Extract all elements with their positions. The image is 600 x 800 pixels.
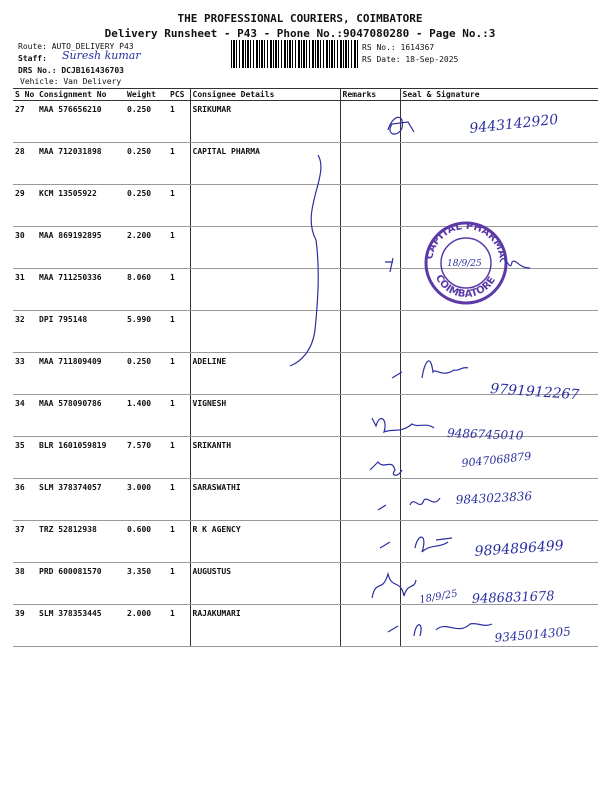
row-sno: 35 bbox=[13, 437, 37, 479]
row-pcs: 1 bbox=[168, 563, 190, 605]
row-consignment-no: SLM 378353445 bbox=[37, 605, 125, 647]
row-sno: 27 bbox=[13, 101, 37, 143]
row-pcs: 1 bbox=[168, 101, 190, 143]
row-weight: 5.990 bbox=[125, 311, 168, 353]
row-consignee: CAPITAL PHARMA bbox=[190, 143, 340, 185]
row-consignee: R K AGENCY bbox=[190, 521, 340, 563]
table-row bbox=[13, 269, 598, 311]
col-header-consignee: Consignee Details bbox=[190, 89, 340, 101]
row-sno: 39 bbox=[13, 605, 37, 647]
row-weight: 2.200 bbox=[125, 227, 168, 269]
table-row bbox=[13, 521, 598, 563]
row-remarks bbox=[340, 521, 400, 563]
row-consignee: RAJAKUMARI bbox=[190, 605, 340, 647]
row-remarks bbox=[340, 353, 400, 395]
row-weight: 0.600 bbox=[125, 521, 168, 563]
row-pcs: 1 bbox=[168, 269, 190, 311]
row-consignee: ADELINE bbox=[190, 353, 340, 395]
stamp-date: 18/9/25 bbox=[447, 259, 482, 269]
row-pcs: 1 bbox=[168, 437, 190, 479]
row-pcs: 1 bbox=[168, 605, 190, 647]
phone-38: 9486831678 bbox=[471, 589, 555, 607]
row-remarks bbox=[340, 311, 400, 353]
phone-39: 9345014305 bbox=[494, 624, 572, 645]
table-header-row bbox=[13, 89, 598, 101]
row-weight: 3.000 bbox=[125, 479, 168, 521]
phone-34: 9486745010 bbox=[446, 426, 524, 443]
row-remarks bbox=[340, 101, 400, 143]
table-row bbox=[13, 353, 598, 395]
row-signature bbox=[400, 101, 598, 143]
row-signature bbox=[400, 269, 598, 311]
company-title: THE PROFESSIONAL COURIERS, COIMBATORE bbox=[177, 12, 423, 25]
row-pcs: 1 bbox=[168, 227, 190, 269]
table-row bbox=[13, 185, 598, 227]
row-weight: 0.250 bbox=[125, 185, 168, 227]
vehicle-text: Vehicle: Van Delivery bbox=[20, 77, 122, 86]
col-header-sno: S No bbox=[13, 89, 37, 101]
route-text: Route: AUTO_DELIVERY P43 bbox=[18, 42, 134, 51]
row-signature bbox=[400, 227, 598, 269]
row-consignee: SRIKANTH bbox=[190, 437, 340, 479]
rs-number: RS No.: 1614367 bbox=[362, 43, 435, 52]
row-consignment-no: KCM 13505922 bbox=[37, 185, 125, 227]
row-consignment-no: MAA 711809409 bbox=[37, 353, 125, 395]
row-consignment-no: DPI 795148 bbox=[37, 311, 125, 353]
row-weight: 1.400 bbox=[125, 395, 168, 437]
row-sno: 28 bbox=[13, 143, 37, 185]
row-weight: 3.350 bbox=[125, 563, 168, 605]
row-consignee bbox=[190, 311, 340, 353]
col-header-signature: Seal & Signature bbox=[400, 89, 598, 101]
delivery-table bbox=[13, 88, 598, 647]
staff-label: Staff: bbox=[18, 54, 47, 63]
row-signature bbox=[400, 479, 598, 521]
row-consignment-no: MAA 869192895 bbox=[37, 227, 125, 269]
drs-number: DRS No.: DCJB161436703 bbox=[18, 66, 124, 75]
phone-33: 9791912267 bbox=[489, 381, 580, 404]
col-header-consignment: Consignment No bbox=[37, 89, 125, 101]
row-signature bbox=[400, 311, 598, 353]
phone-37: 9894896499 bbox=[474, 537, 565, 560]
row-signature bbox=[400, 395, 598, 437]
row-consignee: SRIKUMAR bbox=[190, 101, 340, 143]
row-consignment-no: SLM 378374057 bbox=[37, 479, 125, 521]
runsheet-subtitle: Delivery Runsheet - P43 - Phone No.:9047080280 - Page No.:3 bbox=[104, 27, 496, 40]
row-remarks bbox=[340, 227, 400, 269]
row-weight: 0.250 bbox=[125, 143, 168, 185]
row-consignment-no: MAA 578090786 bbox=[37, 395, 125, 437]
phone-35: 9047068879 bbox=[460, 449, 532, 470]
row-pcs: 1 bbox=[168, 185, 190, 227]
row-remarks bbox=[340, 437, 400, 479]
staff-signature: Suresh kumar bbox=[62, 49, 141, 62]
table-row bbox=[13, 563, 598, 605]
row-sno: 29 bbox=[13, 185, 37, 227]
row-weight: 0.250 bbox=[125, 353, 168, 395]
row-sno: 30 bbox=[13, 227, 37, 269]
row-consignment-no: MAA 576656210 bbox=[37, 101, 125, 143]
row-remarks bbox=[340, 185, 400, 227]
row-sno: 33 bbox=[13, 353, 37, 395]
row-remarks bbox=[340, 563, 400, 605]
table-row bbox=[13, 479, 598, 521]
row-weight: 8.060 bbox=[125, 269, 168, 311]
row-pcs: 1 bbox=[168, 311, 190, 353]
row-signature bbox=[400, 143, 598, 185]
phone-27: 9443142920 bbox=[468, 111, 560, 137]
stamp-bottom-text: COIMBATORE bbox=[432, 273, 498, 301]
row-pcs: 1 bbox=[168, 395, 190, 437]
row-pcs: 1 bbox=[168, 479, 190, 521]
table-row bbox=[13, 227, 598, 269]
table-row bbox=[13, 395, 598, 437]
row-remarks bbox=[340, 479, 400, 521]
row-consignment-no: BLR 1601059819 bbox=[37, 437, 125, 479]
col-header-remarks: Remarks bbox=[340, 89, 400, 101]
row-pcs: 1 bbox=[168, 521, 190, 563]
row-consignee bbox=[190, 185, 340, 227]
date-38: 18/9/25 bbox=[418, 588, 459, 606]
row-weight: 7.570 bbox=[125, 437, 168, 479]
col-header-weight: Weight bbox=[125, 89, 168, 101]
row-consignee bbox=[190, 227, 340, 269]
table-row bbox=[13, 605, 598, 647]
row-signature bbox=[400, 563, 598, 605]
row-sno: 32 bbox=[13, 311, 37, 353]
table-row bbox=[13, 311, 598, 353]
row-pcs: 1 bbox=[168, 353, 190, 395]
row-consignment-no: MAA 712031898 bbox=[37, 143, 125, 185]
row-remarks bbox=[340, 269, 400, 311]
rs-date: RS Date: 18-Sep-2025 bbox=[362, 55, 459, 64]
row-consignee: SARASWATHI bbox=[190, 479, 340, 521]
col-header-pcs: PCS bbox=[168, 89, 190, 101]
row-signature bbox=[400, 605, 598, 647]
table-row bbox=[13, 143, 598, 185]
row-sno: 36 bbox=[13, 479, 37, 521]
table-row bbox=[13, 101, 598, 143]
row-signature bbox=[400, 437, 598, 479]
table-row bbox=[13, 437, 598, 479]
row-signature bbox=[400, 353, 598, 395]
row-weight: 2.000 bbox=[125, 605, 168, 647]
row-consignment-no: TRZ 52812938 bbox=[37, 521, 125, 563]
row-signature bbox=[400, 185, 598, 227]
row-remarks bbox=[340, 395, 400, 437]
row-consignment-no: MAA 711250336 bbox=[37, 269, 125, 311]
row-signature bbox=[400, 521, 598, 563]
phone-36: 9843023836 bbox=[455, 489, 533, 507]
row-consignee: VIGNESH bbox=[190, 395, 340, 437]
row-remarks bbox=[340, 605, 400, 647]
row-consignee: AUGUSTUS bbox=[190, 563, 340, 605]
row-sno: 37 bbox=[13, 521, 37, 563]
row-sno: 31 bbox=[13, 269, 37, 311]
row-consignment-no: PRD 600081570 bbox=[37, 563, 125, 605]
row-remarks bbox=[340, 143, 400, 185]
row-sno: 38 bbox=[13, 563, 37, 605]
row-consignee bbox=[190, 269, 340, 311]
row-sno: 34 bbox=[13, 395, 37, 437]
row-pcs: 1 bbox=[168, 143, 190, 185]
row-weight: 0.250 bbox=[125, 101, 168, 143]
stamp-top-text: CAPITAL PHARMA bbox=[424, 220, 508, 261]
barcode bbox=[231, 40, 358, 68]
